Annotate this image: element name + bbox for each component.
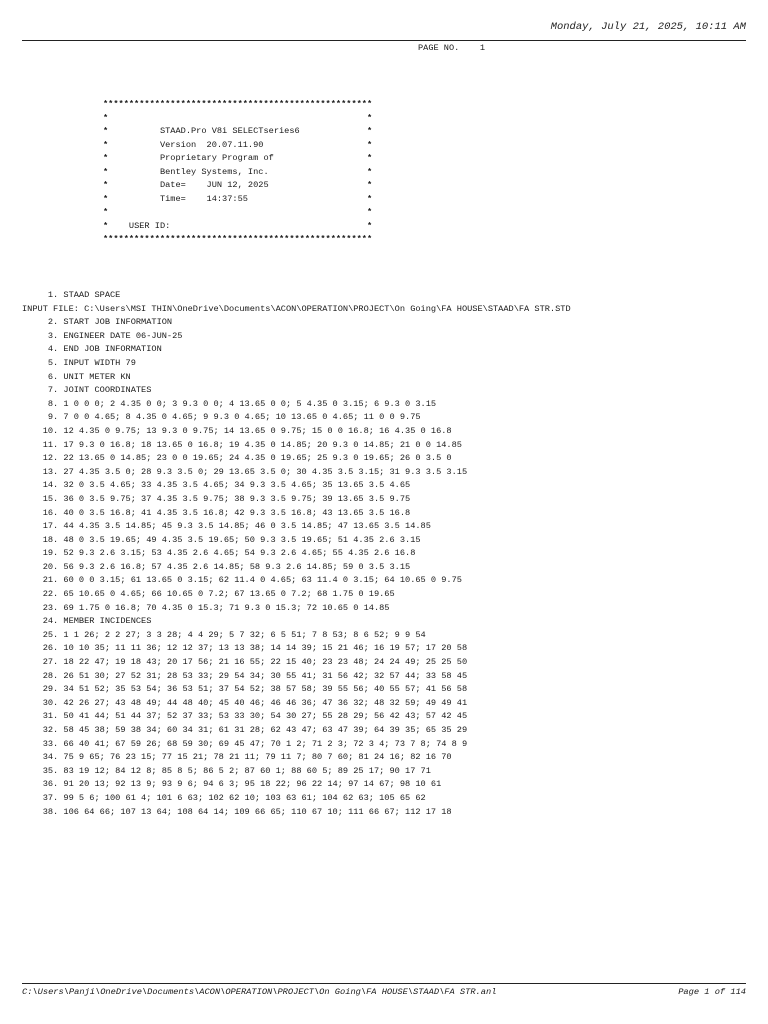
listing-line: 27. 18 22 47; 19 18 43; 20 17 56; 21 16 55; 22 15 40; 23 23 48; 24 24 49; 25 25 50: [22, 657, 468, 668]
listing-line: 10. 12 4.35 0 9.75; 13 9.3 0 9.75; 14 13.65 0 9.75; 15 0 0 16.8; 16 4.35 0 16.8: [22, 425, 452, 436]
listing-line: 30. 42 26 27; 43 48 49; 44 48 40; 45 40 46; 46 46 36; 47 36 32; 48 32 59; 49 49 41: [22, 697, 468, 708]
listing-line: 2. START JOB INFORMATION: [22, 317, 173, 328]
banner-border-left: *: [103, 166, 109, 177]
listing-line: 22. 65 10.65 0 4.65; 66 10.65 0 7.2; 67 13.65 0 7.2; 68 1.75 0 19.65: [22, 589, 395, 600]
banner-border-left: *: [103, 220, 109, 231]
banner-border-right: *: [366, 180, 373, 190]
listing-line: 20. 56 9.3 2.6 16.8; 57 4.35 2.6 14.85; 58 9.3 2.6 14.85; 59 0 3.5 3.15: [22, 561, 411, 572]
banner-border-left: *: [103, 193, 109, 204]
banner-border-left: *: [103, 153, 109, 163]
page-no-label: PAGE NO.: [418, 43, 460, 53]
listing-line: 9. 7 0 0 4.65; 8 4.35 0 4.65; 9 9.3 0 4.65; 10 13.65 0 4.65; 11 0 0 9.75: [22, 412, 421, 423]
banner-border-left: *: [103, 126, 109, 136]
listing-line: 37. 99 5 6; 100 61 4; 101 6 63; 102 62 10; 103 63 61; 104 62 63; 105 65 62: [22, 792, 426, 803]
banner-line: STAAD.Pro V8i SELECTseries6: [108, 126, 300, 136]
listing-line: 12. 22 13.65 0 14.85; 23 0 0 19.65; 24 4.35 0 19.65; 25 9.3 0 19.65; 26 0 3.5 0: [22, 453, 452, 464]
listing-line: 26. 10 10 35; 11 11 36; 12 12 37; 13 13 38; 14 14 39; 15 21 46; 16 19 57; 17 20 58: [22, 643, 468, 654]
listing-line: 34. 75 9 65; 76 23 15; 77 15 21; 78 21 11; 79 11 7; 80 7 60; 81 24 16; 82 16 70: [22, 752, 452, 763]
listing-line: 1. STAAD SPACE: [22, 290, 121, 300]
listing-line: 28. 26 51 30; 27 52 31; 28 53 33; 29 54 34; 30 55 41; 31 56 42; 32 57 44; 33 58 45: [22, 670, 468, 681]
banner-border-right: *: [367, 220, 373, 231]
banner-border-right: *: [366, 193, 373, 204]
listing-line: 7. JOINT COORDINATES: [22, 385, 152, 396]
page-count: Page 1 of 114: [678, 987, 746, 997]
listing-line: 33. 66 40 41; 67 59 26; 68 59 30; 69 45 47; 70 1 2; 71 2 3; 72 3 4; 73 7 8; 74 8 9: [22, 738, 468, 749]
listing-line: 38. 106 64 66; 107 13 64; 108 64 14; 109 66 65; 110 67 10; 111 66 67; 112 17 18: [22, 806, 452, 817]
listing-line: 16. 40 0 3.5 16.8; 41 4.35 3.5 16.8; 42 9.3 3.5 16.8; 43 13.65 3.5 16.8: [22, 507, 411, 518]
banner-border-right: *: [366, 166, 373, 177]
banner-border-left: *: [103, 112, 109, 123]
listing-line: 21. 60 0 0 3.15; 61 13.65 0 3.15; 62 11.4 0 4.65; 63 11.4 0 3.15; 64 10.65 0 9.75: [22, 575, 462, 586]
listing-line: INPUT FILE: C:\Users\MSI THIN\OneDrive\Documents\ACON\OPERATION\PROJECT\On Going\FA HOUSE\STAAD\FA STR.STD: [22, 303, 571, 314]
banner-line: Date= JUN 12, 2025: [108, 180, 269, 190]
header-rule: [22, 40, 746, 41]
listing-line: 35. 83 19 12; 84 12 8; 85 8 5; 86 5 2; 87 60 1; 88 60 5; 89 25 17; 90 17 71: [22, 765, 431, 776]
listing-line: 17. 44 4.35 3.5 14.85; 45 9.3 3.5 14.85; 46 0 3.5 14.85; 47 13.65 3.5 14.85: [22, 521, 431, 532]
listing-line: 3. ENGINEER DATE 06-JUN-25: [22, 330, 183, 341]
listing-line: 4. END JOB INFORMATION: [22, 344, 162, 355]
banner-border-right: *: [366, 207, 373, 217]
listing-line: 29. 34 51 52; 35 53 54; 36 53 51; 37 54 52; 38 57 58; 39 55 56; 40 55 57; 41 56 58: [22, 684, 468, 695]
listing-line: 23. 69 1.75 0 16.8; 70 4.35 0 15.3; 71 9.3 0 15.3; 72 10.65 0 14.85: [22, 602, 390, 613]
program-banner: [103, 98, 372, 247]
banner-border-right: *: [367, 139, 373, 150]
input-listing: [22, 289, 571, 819]
banner-line: Time= 14:37:55: [108, 193, 248, 204]
listing-line: 18. 48 0 3.5 19.65; 49 4.35 3.5 19.65; 50 9.3 3.5 19.65; 51 4.35 2.6 3.15: [22, 534, 421, 545]
listing-line: 14. 32 0 3.5 4.65; 33 4.35 3.5 4.65; 34 9.3 3.5 4.65; 35 13.65 3.5 4.65: [22, 480, 411, 491]
listing-line: 13. 27 4.35 3.5 0; 28 9.3 3.5 0; 29 13.65 3.5 0; 30 4.35 3.5 3.15; 31 9.3 3.5 3.15: [22, 466, 468, 477]
banner-line: USER ID:: [108, 220, 171, 231]
banner-border-top: ****************************************************: [103, 99, 373, 109]
listing-line: 6. UNIT METER KN: [22, 371, 131, 382]
listing-line: 19. 52 9.3 2.6 3.15; 53 4.35 2.6 4.65; 54 9.3 2.6 4.65; 55 4.35 2.6 16.8: [22, 548, 416, 559]
banner-line: Proprietary Program of: [108, 153, 274, 163]
footer-rule: [22, 983, 746, 984]
banner-border-left: *: [103, 180, 109, 190]
listing-line: 32. 58 45 38; 59 38 34; 60 34 31; 61 31 28; 62 43 47; 63 47 39; 64 39 35; 65 35 29: [22, 725, 468, 735]
listing-line: 24. MEMBER INCIDENCES: [22, 616, 152, 627]
page-no-value: 1: [479, 43, 486, 53]
listing-line: 25. 1 1 26; 2 2 27; 3 3 28; 4 4 29; 5 7 32; 6 5 51; 7 8 53; 8 6 52; 9 9 54: [22, 629, 426, 640]
page-number-line: [418, 43, 485, 53]
banner-border-right: *: [367, 153, 373, 163]
listing-line: 15. 36 0 3.5 9.75; 37 4.35 3.5 9.75; 38 9.3 3.5 9.75; 39 13.65 3.5 9.75: [22, 493, 411, 504]
banner-border-right: *: [366, 112, 373, 123]
banner-border-bottom: ****************************************************: [103, 234, 373, 244]
banner-border-left: *: [103, 139, 109, 150]
listing-line: 11. 17 9.3 0 16.8; 18 13.65 0 16.8; 19 4.35 0 14.85; 20 9.3 0 14.85; 21 0 0 14.85: [22, 439, 462, 450]
listing-line: 36. 91 20 13; 92 13 9; 93 9 6; 94 6 3; 95 18 22; 96 22 14; 97 14 67; 98 10 61: [22, 779, 442, 790]
banner-line: Version 20.07.11.90: [108, 139, 264, 150]
output-file-path: C:\Users\Panji\OneDrive\Documents\ACON\OPERATION\PROJECT\On Going\FA HOUSE\STAAD\FA STR.anl: [22, 987, 497, 997]
banner-border-right: *: [367, 126, 373, 136]
listing-line: 31. 50 41 44; 51 44 37; 52 37 33; 53 33 30; 54 30 27; 55 28 29; 56 42 43; 57 42 45: [22, 711, 468, 722]
listing-line: 8. 1 0 0 0; 2 4.35 0 0; 3 9.3 0 0; 4 13.65 0 0; 5 4.35 0 3.15; 6 9.3 0 3.15: [22, 398, 437, 409]
banner-line: Bentley Systems, Inc.: [108, 166, 269, 177]
listing-line: 5. INPUT WIDTH 79: [22, 357, 136, 368]
banner-border-left: *: [103, 207, 109, 217]
print-datetime: Monday, July 21, 2025, 10:11 AM: [550, 21, 746, 33]
